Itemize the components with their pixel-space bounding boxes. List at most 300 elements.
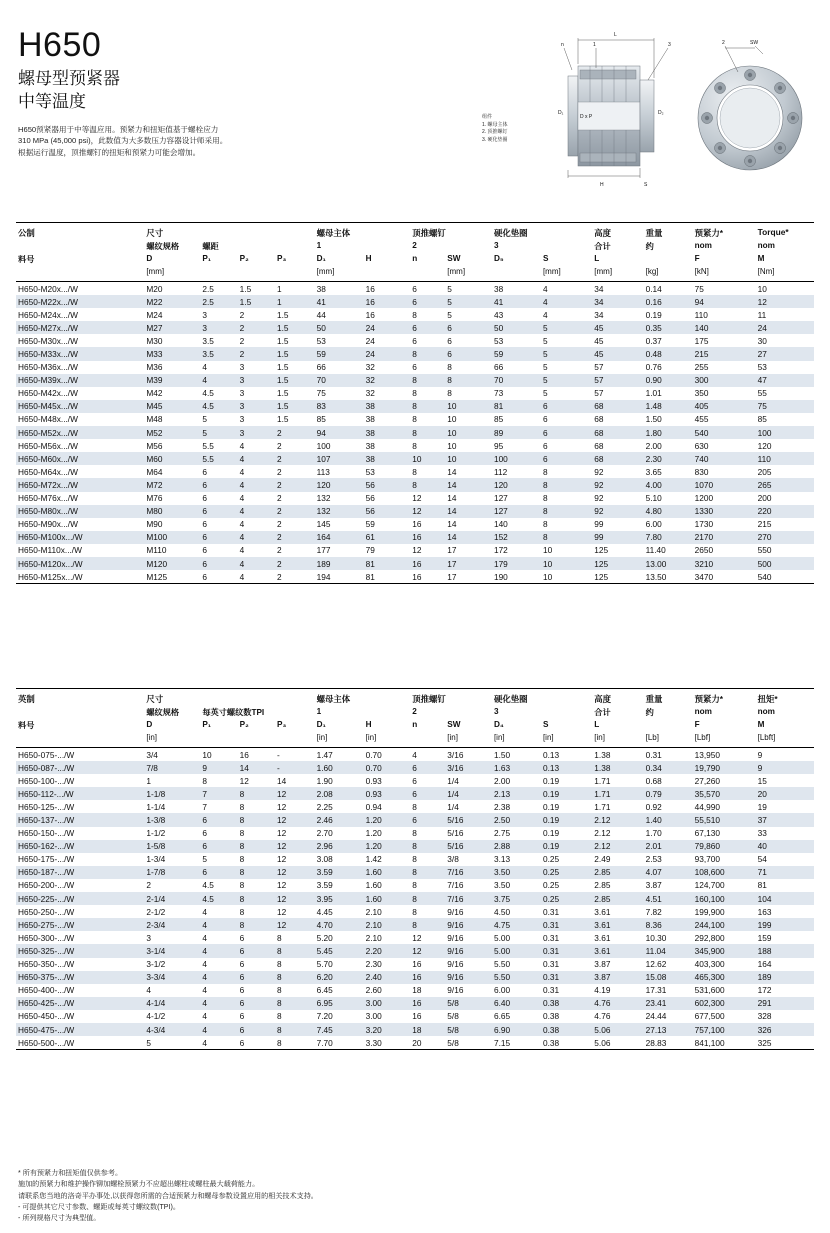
imperial-cell: 124,700 <box>694 880 725 891</box>
imperial-part-number: H650-125-.../W <box>18 801 75 812</box>
imperial-cell: 6 <box>239 932 245 943</box>
imperial-cell: 1-5/8 <box>146 841 166 852</box>
imperial-col-blank <box>644 719 693 732</box>
imperial-part-number: H650-187-.../W <box>18 867 75 878</box>
imperial-cell: 24.44 <box>645 1011 667 1022</box>
metric-cell: 14 <box>447 479 457 490</box>
metric-sub-nom-m: nom <box>757 241 775 250</box>
metric-cell: 1.5 <box>239 283 252 294</box>
metric-cell: 45 <box>594 349 604 360</box>
imperial-col-D: D <box>146 720 153 729</box>
metric-cell: 4 <box>542 296 548 307</box>
metric-cell: 2 <box>276 545 282 556</box>
metric-table-body <box>16 282 814 584</box>
imperial-cell: 5 <box>146 1037 151 1048</box>
imperial-cell: 7/16 <box>447 893 464 904</box>
metric-cell: 2 <box>276 571 282 582</box>
metric-cell: 99 <box>594 519 604 530</box>
metric-cell: 177 <box>316 545 331 556</box>
metric-cell: M39 <box>146 375 163 386</box>
table-row <box>16 997 814 1010</box>
imperial-cell: 8 <box>276 932 282 943</box>
metric-cell: 4 <box>239 571 245 582</box>
imperial-cell: 0.93 <box>365 775 382 786</box>
metric-cell: 0.76 <box>645 362 662 373</box>
metric-cell: M76 <box>146 493 163 504</box>
metric-cell: 2 <box>276 532 282 543</box>
metric-cell: 8 <box>542 493 548 504</box>
imperial-cell: 6 <box>239 985 245 996</box>
figure-drawing <box>472 18 822 200</box>
metric-col-H: H <box>365 254 372 263</box>
imperial-cell: 71 <box>757 867 767 878</box>
imperial-cell: 1/4 <box>447 801 459 812</box>
imperial-cell: 5.50 <box>493 959 511 970</box>
imperial-cell: 1.50 <box>493 749 511 760</box>
metric-part-number: H650-M100x.../W <box>18 532 83 543</box>
figure-label-2: 2 <box>722 40 725 46</box>
metric-cell: 99 <box>594 532 604 543</box>
metric-cell: 6 <box>542 414 548 425</box>
imperial-column-header-row <box>16 719 814 732</box>
metric-cell: 3 <box>239 401 245 412</box>
metric-group-weight: 重量 <box>645 228 663 238</box>
imperial-cell: 0.13 <box>542 762 560 773</box>
metric-cell: 10 <box>412 453 422 464</box>
metric-cell: 11.40 <box>645 545 666 556</box>
metric-cell: 2 <box>276 427 282 438</box>
metric-subhead-row-1 <box>16 240 814 253</box>
imperial-cell: 1.20 <box>365 841 382 852</box>
table-row <box>16 971 814 984</box>
imperial-cell: 164 <box>757 959 772 970</box>
metric-cell: 34 <box>594 309 604 320</box>
imperial-col-P1: P₁ <box>202 720 212 729</box>
imperial-cell: 8 <box>276 1024 282 1035</box>
imperial-cell: 1-1/8 <box>146 788 166 799</box>
metric-cell: M110 <box>146 545 167 556</box>
imperial-cell: 8 <box>239 867 245 878</box>
imperial-cell: 199 <box>757 919 772 930</box>
imperial-cell: 4.76 <box>594 1011 611 1022</box>
metric-cell: 3 <box>239 427 245 438</box>
imperial-part-number: H650-300-.../W <box>18 932 75 943</box>
imperial-cell: 12 <box>276 919 287 930</box>
imperial-group-torque: 扭矩* <box>757 694 778 704</box>
metric-cell: M22 <box>146 296 163 307</box>
imperial-cell: 1-3/8 <box>146 815 166 826</box>
table-row <box>16 321 814 334</box>
metric-part-number: H650-M125x.../W <box>18 571 83 582</box>
metric-cell: 455 <box>694 414 709 425</box>
metric-cell: 6 <box>202 532 207 543</box>
metric-cell: 100 <box>316 440 331 451</box>
imperial-cell: 0.31 <box>542 972 560 983</box>
metric-cell: 38 <box>493 283 504 294</box>
metric-cell: 1.48 <box>645 401 662 412</box>
metric-cell: 1.5 <box>276 401 289 412</box>
metric-cell: 2.5 <box>202 283 214 294</box>
metric-cell: 16 <box>412 571 422 582</box>
metric-cell: 95 <box>493 440 504 451</box>
metric-cell: 56 <box>365 479 375 490</box>
metric-col-P1: P₁ <box>202 254 212 263</box>
imperial-cell: 6.95 <box>316 998 333 1009</box>
metric-cell: 14 <box>447 506 457 517</box>
metric-sub-num2: 2 <box>412 241 417 250</box>
figure-label-DxP: D x P <box>580 114 593 120</box>
imperial-cell: 1/4 <box>447 775 459 786</box>
imperial-part-number: H650-500-.../W <box>18 1037 75 1048</box>
imperial-cell: 6.00 <box>493 985 511 996</box>
imperial-cell: 6 <box>202 815 207 826</box>
metric-partno-label: 料号 <box>18 255 35 264</box>
imperial-cell: 4 <box>202 985 207 996</box>
imperial-cell: 4.76 <box>594 998 611 1009</box>
imperial-cell: 4 <box>202 932 207 943</box>
metric-cell: 75 <box>316 388 326 399</box>
imperial-cell: 6 <box>239 959 245 970</box>
metric-cell: 14 <box>447 532 457 543</box>
imperial-cell: 16 <box>412 972 422 983</box>
imperial-cell: 5.45 <box>316 945 333 956</box>
imperial-cell: 2.01 <box>645 841 662 852</box>
metric-sub-pitch: 螺距 <box>202 242 219 251</box>
imperial-cell: 1.40 <box>645 815 662 826</box>
imperial-cell: 27,260 <box>694 775 720 786</box>
metric-cell: 6 <box>542 440 548 451</box>
metric-cell: 830 <box>694 466 709 477</box>
imperial-cell: 2.53 <box>645 854 662 865</box>
table-row <box>16 879 814 892</box>
imperial-part-number: H650-075-.../W <box>18 749 75 760</box>
metric-unit-P1 <box>200 266 237 282</box>
metric-cell: 38 <box>365 401 375 412</box>
metric-cell: M90 <box>146 519 163 530</box>
imperial-cell: 3.75 <box>493 893 511 904</box>
imperial-cell: 841,100 <box>694 1037 725 1048</box>
imperial-cell: 5/16 <box>447 815 464 826</box>
metric-cell: 0.48 <box>645 349 662 360</box>
imperial-cell: 16 <box>239 749 249 760</box>
metric-part-number: H650-M64x.../W <box>18 466 78 477</box>
imperial-cell: 4.75 <box>493 919 511 930</box>
metric-cell: 16 <box>412 532 422 543</box>
metric-cell: 68 <box>594 414 604 425</box>
imperial-cell: 4.5 <box>202 893 214 904</box>
imperial-cell: 0.31 <box>542 919 560 930</box>
metric-cell: 53 <box>316 335 326 346</box>
imperial-cell: 4 <box>202 1037 207 1048</box>
imperial-cell: 0.19 <box>542 841 560 852</box>
metric-cell: 120 <box>493 479 508 490</box>
imperial-cell: 6.90 <box>493 1024 511 1035</box>
imperial-cell: 3.61 <box>594 932 611 943</box>
table-row <box>16 347 814 360</box>
metric-cell: 4 <box>239 479 245 490</box>
metric-sub-num3: 3 <box>493 241 499 250</box>
imperial-part-number: H650-225-.../W <box>18 893 75 904</box>
imperial-cell: 465,300 <box>694 972 725 983</box>
imperial-cell: 0.31 <box>542 985 560 996</box>
imperial-cell: 3.87 <box>645 880 662 891</box>
imperial-cell: 8 <box>412 828 417 839</box>
metric-cell: 3 <box>239 375 245 386</box>
product-name-line1: 螺母型预紧器 <box>18 68 120 88</box>
metric-cell: 4.5 <box>202 401 214 412</box>
metric-cell: 4 <box>239 440 245 451</box>
figure-caption <box>482 114 508 144</box>
metric-cell: 4 <box>239 519 245 530</box>
imperial-unit-P1 <box>200 732 237 748</box>
metric-part-number: H650-M39x.../W <box>18 375 78 386</box>
metric-cell: 255 <box>694 362 709 373</box>
metric-cell: M56 <box>146 440 163 451</box>
imperial-cell: 3.87 <box>594 959 611 970</box>
imperial-cell: 4.19 <box>594 985 611 996</box>
figure-label-L: L <box>614 32 617 38</box>
metric-cell: 0.19 <box>645 309 662 320</box>
metric-unit-SW: [mm] <box>447 267 466 276</box>
metric-cell: 2 <box>276 519 282 530</box>
metric-unit-n <box>410 266 445 282</box>
metric-unit-F: [kN] <box>694 267 709 276</box>
metric-part-number: H650-M45x.../W <box>18 401 78 412</box>
metric-cell: 1.5 <box>276 322 289 333</box>
metric-cell: 14 <box>447 493 457 504</box>
metric-cell: 16 <box>365 296 375 307</box>
metric-cell: 38 <box>365 427 375 438</box>
table-row <box>16 892 814 905</box>
imperial-cell: 0.38 <box>542 1024 560 1035</box>
table-row <box>16 426 814 439</box>
imperial-cell: 7/16 <box>447 880 464 891</box>
imperial-cell: 3/8 <box>447 854 459 865</box>
imperial-col-S: S <box>542 720 549 729</box>
metric-cell: 70 <box>316 375 326 386</box>
imperial-cell: 12 <box>239 775 249 786</box>
imperial-cell: 3.95 <box>316 893 333 904</box>
imperial-cell: 1.71 <box>594 775 611 786</box>
imperial-cell: 3.50 <box>493 867 511 878</box>
metric-cell: 12 <box>412 493 422 504</box>
metric-cell: 550 <box>757 545 772 556</box>
metric-cell: 132 <box>316 506 331 517</box>
metric-cell: 8 <box>412 401 417 412</box>
metric-cell: 200 <box>757 493 772 504</box>
imperial-group-washer: 硬化垫圈 <box>493 694 528 704</box>
metric-cell: 68 <box>594 427 604 438</box>
imperial-cell: 8 <box>412 841 417 852</box>
imperial-cell: 0.19 <box>542 815 560 826</box>
imperial-part-number: H650-425-.../W <box>18 998 75 1009</box>
metric-cell: 12 <box>412 506 422 517</box>
figure-label-D1: D₁ <box>558 110 564 116</box>
metric-cell: 8 <box>412 349 417 360</box>
metric-cell: 6 <box>202 493 207 504</box>
metric-cell: 1 <box>276 296 282 307</box>
metric-cell: M45 <box>146 401 163 412</box>
metric-cell: M64 <box>146 466 163 477</box>
imperial-cell: 5.06 <box>594 1037 611 1048</box>
imperial-cell: 2.40 <box>365 972 382 983</box>
table-row <box>16 282 814 296</box>
metric-cell: 85 <box>493 414 504 425</box>
metric-cell: 3 <box>239 362 245 373</box>
metric-cell: 132 <box>316 493 331 504</box>
metric-cell: 13.50 <box>645 571 667 582</box>
metric-cell: 265 <box>757 479 772 490</box>
imperial-part-number: H650-200-.../W <box>18 880 75 891</box>
imperial-cell: 0.25 <box>542 893 560 904</box>
metric-cell: M36 <box>146 362 163 373</box>
imperial-cell: 1.60 <box>365 893 382 904</box>
imperial-cell: 757,100 <box>694 1024 725 1035</box>
imperial-cell: 8 <box>276 998 282 1009</box>
imperial-cell: 0.19 <box>542 801 560 812</box>
imperial-cell: 1.20 <box>365 828 382 839</box>
imperial-cell: 1 <box>146 775 151 786</box>
table-row <box>16 761 814 774</box>
metric-cell: 2.30 <box>645 453 662 464</box>
imperial-cell: 3.20 <box>365 1024 382 1035</box>
imperial-cell: 2.10 <box>365 906 382 917</box>
metric-cell: 100 <box>757 427 772 438</box>
metric-cell: 405 <box>694 401 709 412</box>
metric-blank-1 <box>16 240 144 253</box>
imperial-cell: 20 <box>412 1037 422 1048</box>
imperial-cell: 7.82 <box>645 906 662 917</box>
imperial-cell: 5/16 <box>447 828 464 839</box>
imperial-cell: 20 <box>757 788 767 799</box>
imperial-col-L: L <box>594 720 600 729</box>
imperial-cell: 0.93 <box>365 788 382 799</box>
product-name-line2: 中等温度 <box>18 91 86 111</box>
imperial-cell: 2.85 <box>594 867 611 878</box>
metric-cell: 8 <box>412 440 417 451</box>
metric-cell: 11 <box>757 309 767 320</box>
imperial-cell: 3.87 <box>594 972 611 983</box>
metric-cell: 94 <box>316 427 326 438</box>
imperial-cell: 2.60 <box>365 985 382 996</box>
metric-part-number: H650-M120x.../W <box>18 558 83 569</box>
imperial-cell: 6 <box>239 972 245 983</box>
metric-cell: 16 <box>412 558 422 569</box>
table-row <box>16 531 814 544</box>
imperial-cell: 199,900 <box>694 906 725 917</box>
imperial-cell: 4-1/2 <box>146 1011 166 1022</box>
imperial-cell: 14 <box>239 762 249 773</box>
imperial-col-H: H <box>365 720 372 729</box>
imperial-cell: 2.13 <box>493 788 511 799</box>
metric-cell: 5 <box>542 322 548 333</box>
table-row <box>16 840 814 853</box>
imperial-cell: 108,600 <box>694 867 725 878</box>
imperial-cell: 11.04 <box>645 945 666 956</box>
imperial-cell: 2.30 <box>365 959 382 970</box>
imperial-cell: 5.20 <box>316 932 333 943</box>
imperial-cell: 5 <box>202 854 207 865</box>
metric-cell: 5 <box>202 427 207 438</box>
imperial-cell: 1-1/2 <box>146 828 166 839</box>
imperial-cell: 2.10 <box>365 919 382 930</box>
imperial-cell: 2.70 <box>316 828 333 839</box>
page-header <box>18 28 488 159</box>
metric-cell: 1.50 <box>645 414 662 425</box>
imperial-cell: 0.68 <box>645 775 662 786</box>
metric-cell: 85 <box>757 414 767 425</box>
imperial-cell: 19,790 <box>694 762 720 773</box>
metric-cell: 1200 <box>694 493 714 504</box>
table-row <box>16 748 814 762</box>
metric-group-torque: Torque* <box>757 227 789 237</box>
metric-cell: M30 <box>146 335 163 346</box>
metric-cell: 79 <box>365 545 375 556</box>
imperial-cell: 292,800 <box>694 932 725 943</box>
metric-cell: 41 <box>316 296 326 307</box>
metric-cell: 75 <box>694 283 704 294</box>
imperial-cell: 0.31 <box>542 932 560 943</box>
imperial-cell: 4 <box>202 959 207 970</box>
metric-cell: 8 <box>412 388 417 399</box>
metric-unit-M: [Nm] <box>757 267 775 276</box>
imperial-cell: 4.45 <box>316 906 333 917</box>
cross-section-view <box>558 32 671 188</box>
metric-cell: 1.5 <box>276 335 289 346</box>
metric-cell: 53 <box>757 362 767 373</box>
metric-part-number: H650-M76x.../W <box>18 493 78 504</box>
table-row <box>16 465 814 478</box>
imperial-cell: 9 <box>757 749 763 760</box>
metric-sub-total: 合计 <box>594 242 611 251</box>
imperial-cell: 6 <box>239 945 245 956</box>
metric-cell: 53 <box>365 466 375 477</box>
metric-cell: 59 <box>365 519 375 530</box>
metric-cell: 43 <box>493 309 504 320</box>
imperial-cell: 93,700 <box>694 854 720 865</box>
imperial-cell: 1.63 <box>493 762 511 773</box>
metric-part-number: H650-M52x.../W <box>18 427 78 438</box>
metric-cell: 3470 <box>694 571 714 582</box>
metric-cell: 127 <box>493 493 508 504</box>
imperial-part-number: H650-275-.../W <box>18 919 75 930</box>
imperial-cell: 4.70 <box>316 919 333 930</box>
metric-cell: 32 <box>365 375 375 386</box>
metric-cell: 2.5 <box>202 296 214 307</box>
metric-group-height: 高度 <box>594 228 612 238</box>
imperial-unit-M: [Lbft] <box>757 733 776 742</box>
imperial-cell: 10.30 <box>645 932 667 943</box>
imperial-cell: 6.20 <box>316 972 333 983</box>
metric-cell: 92 <box>594 466 604 477</box>
imperial-cell: - <box>276 749 280 760</box>
metric-part-number: H650-M90x.../W <box>18 519 78 530</box>
imperial-col-F: F <box>694 720 700 729</box>
imperial-cell: 8 <box>412 906 417 917</box>
metric-cell: 6 <box>412 335 417 346</box>
metric-cell: 6 <box>447 322 452 333</box>
imperial-cell: 37 <box>757 815 767 826</box>
imperial-cell: 23.41 <box>645 998 667 1009</box>
metric-part-number: H650-M80x.../W <box>18 506 78 517</box>
metric-cell: M20 <box>146 283 163 294</box>
imperial-cell: 12 <box>276 815 287 826</box>
metric-cell: 38 <box>365 440 375 451</box>
metric-cell: 540 <box>757 571 772 582</box>
imperial-cell: 12 <box>276 788 287 799</box>
metric-cell: 4 <box>239 532 245 543</box>
metric-cell: 8 <box>542 519 548 530</box>
